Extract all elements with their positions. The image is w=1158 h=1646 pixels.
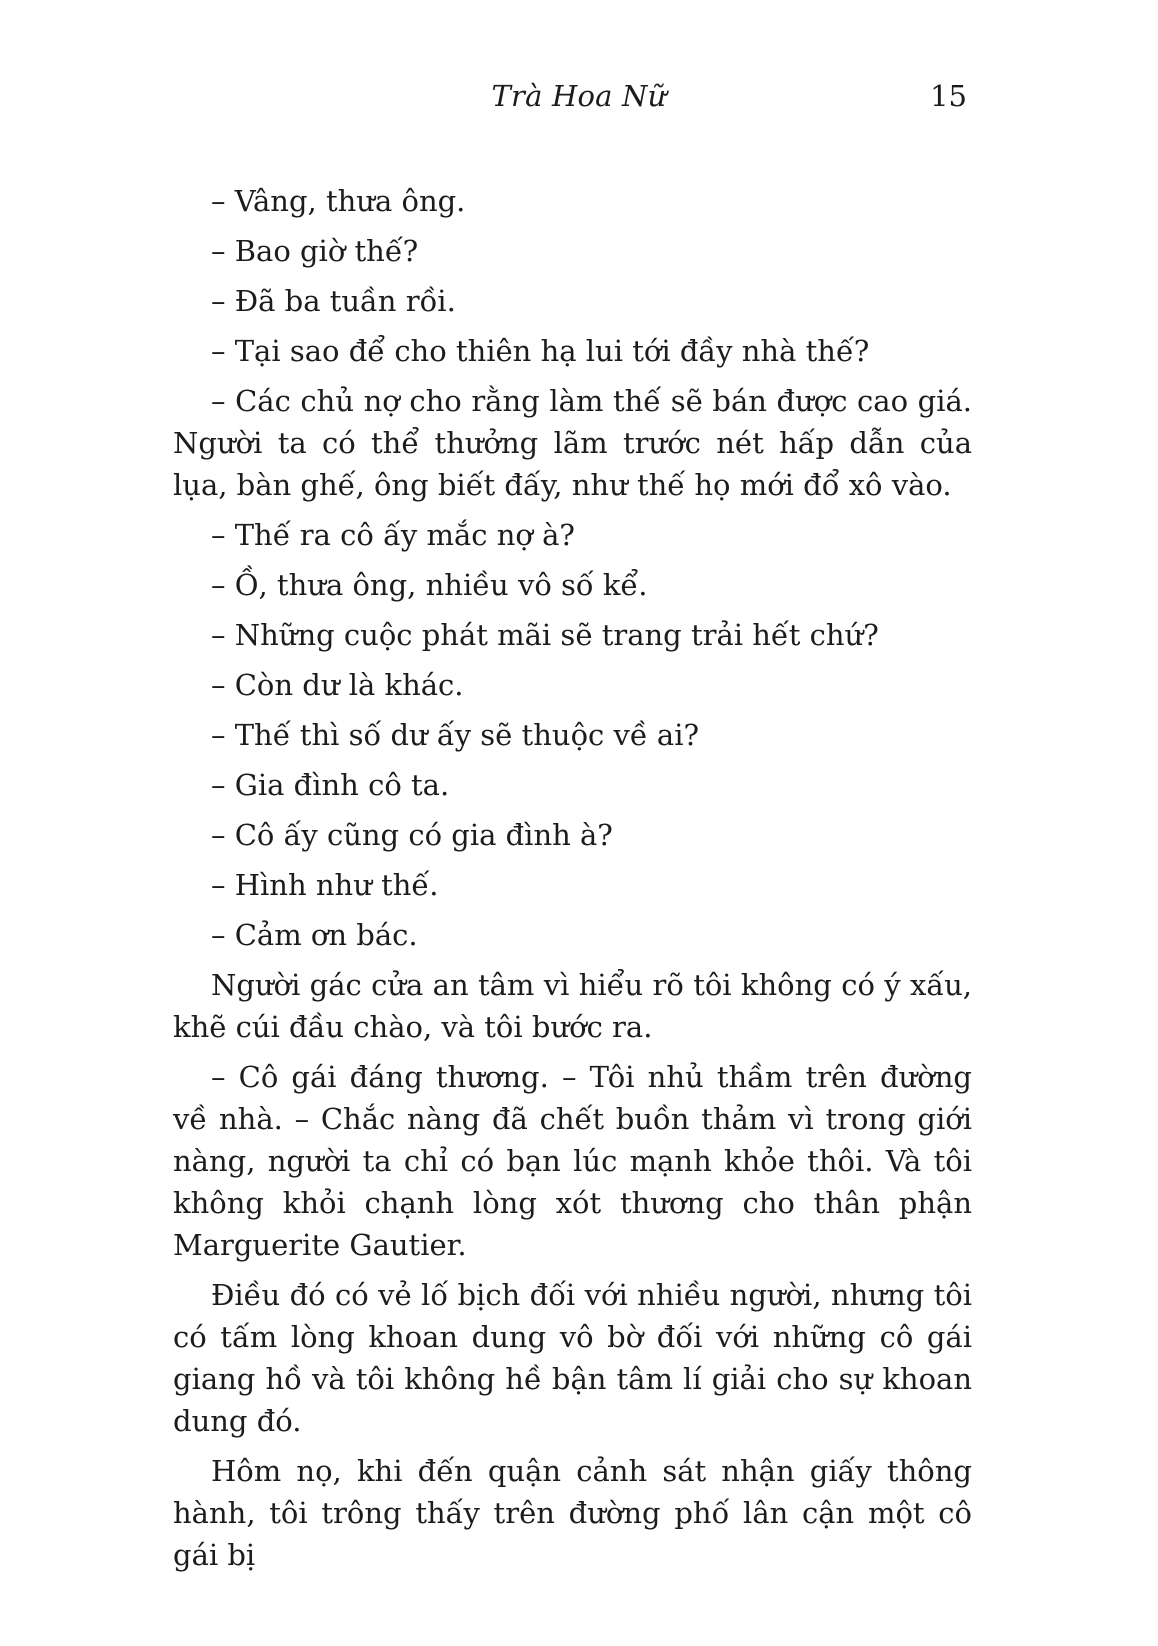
body-text [173, 180, 972, 1584]
paragraph: – Gia đình cô ta. [211, 768, 450, 802]
paragraph: – Cảm ơn bác. [211, 918, 418, 952]
paragraph: – Cô ấy cũng có gia đình à? [211, 818, 613, 852]
paragraph: – Bao giờ thế? [211, 234, 419, 268]
paragraph: – Thế thì số dư ấy sẽ thuộc về ai? [211, 718, 700, 752]
paragraph: – Cô gái đáng thương. – Tôi nhủ thầm trên đường về nhà. – Chắc nàng đã chết buồn thảm vì trong giới nàng, người ta chỉ có bạn lúc mạnh khỏe thôi. Và tôi không khỏi chạnh lòng xót thương cho thân phận Marguerite Gautier. [173, 1060, 972, 1262]
paragraph: – Tại sao để cho thiên hạ lui tới đầy nhà thế? [211, 334, 870, 368]
book-title: Trà Hoa Nữ [491, 79, 667, 113]
paragraph: – Đã ba tuần rồi. [211, 284, 456, 318]
running-header [0, 76, 1158, 116]
paragraph: Điều đó có vẻ lố bịch đối với nhiều người, nhưng tôi có tấm lòng khoan dung vô bờ đối với những cô gái giang hồ và tôi không hề bận tâm lí giải cho sự khoan dung đó. [173, 1278, 972, 1438]
page-number: 15 [930, 79, 967, 113]
paragraph: Hôm nọ, khi đến quận cảnh sát nhận giấy thông hành, tôi trông thấy trên đường phố lân cận một cô gái bị [173, 1454, 972, 1572]
paragraph: – Những cuộc phát mãi sẽ trang trải hết chứ? [211, 618, 879, 652]
paragraph: – Vâng, thưa ông. [211, 184, 466, 218]
paragraph: – Ồ, thưa ông, nhiều vô số kể. [211, 568, 648, 602]
paragraph: – Các chủ nợ cho rằng làm thế sẽ bán được cao giá. Người ta có thể thưởng lãm trước nét hấp dẫn của lụa, bàn ghế, ông biết đấy, như thế họ mới đổ xô vào. [173, 384, 972, 502]
paragraph: – Còn dư là khác. [211, 668, 464, 702]
paragraph: – Thế ra cô ấy mắc nợ à? [211, 518, 575, 552]
paragraph: – Hình như thế. [211, 868, 439, 902]
paragraph: Người gác cửa an tâm vì hiểu rõ tôi không có ý xấu, khẽ cúi đầu chào, và tôi bước ra. [173, 968, 972, 1044]
